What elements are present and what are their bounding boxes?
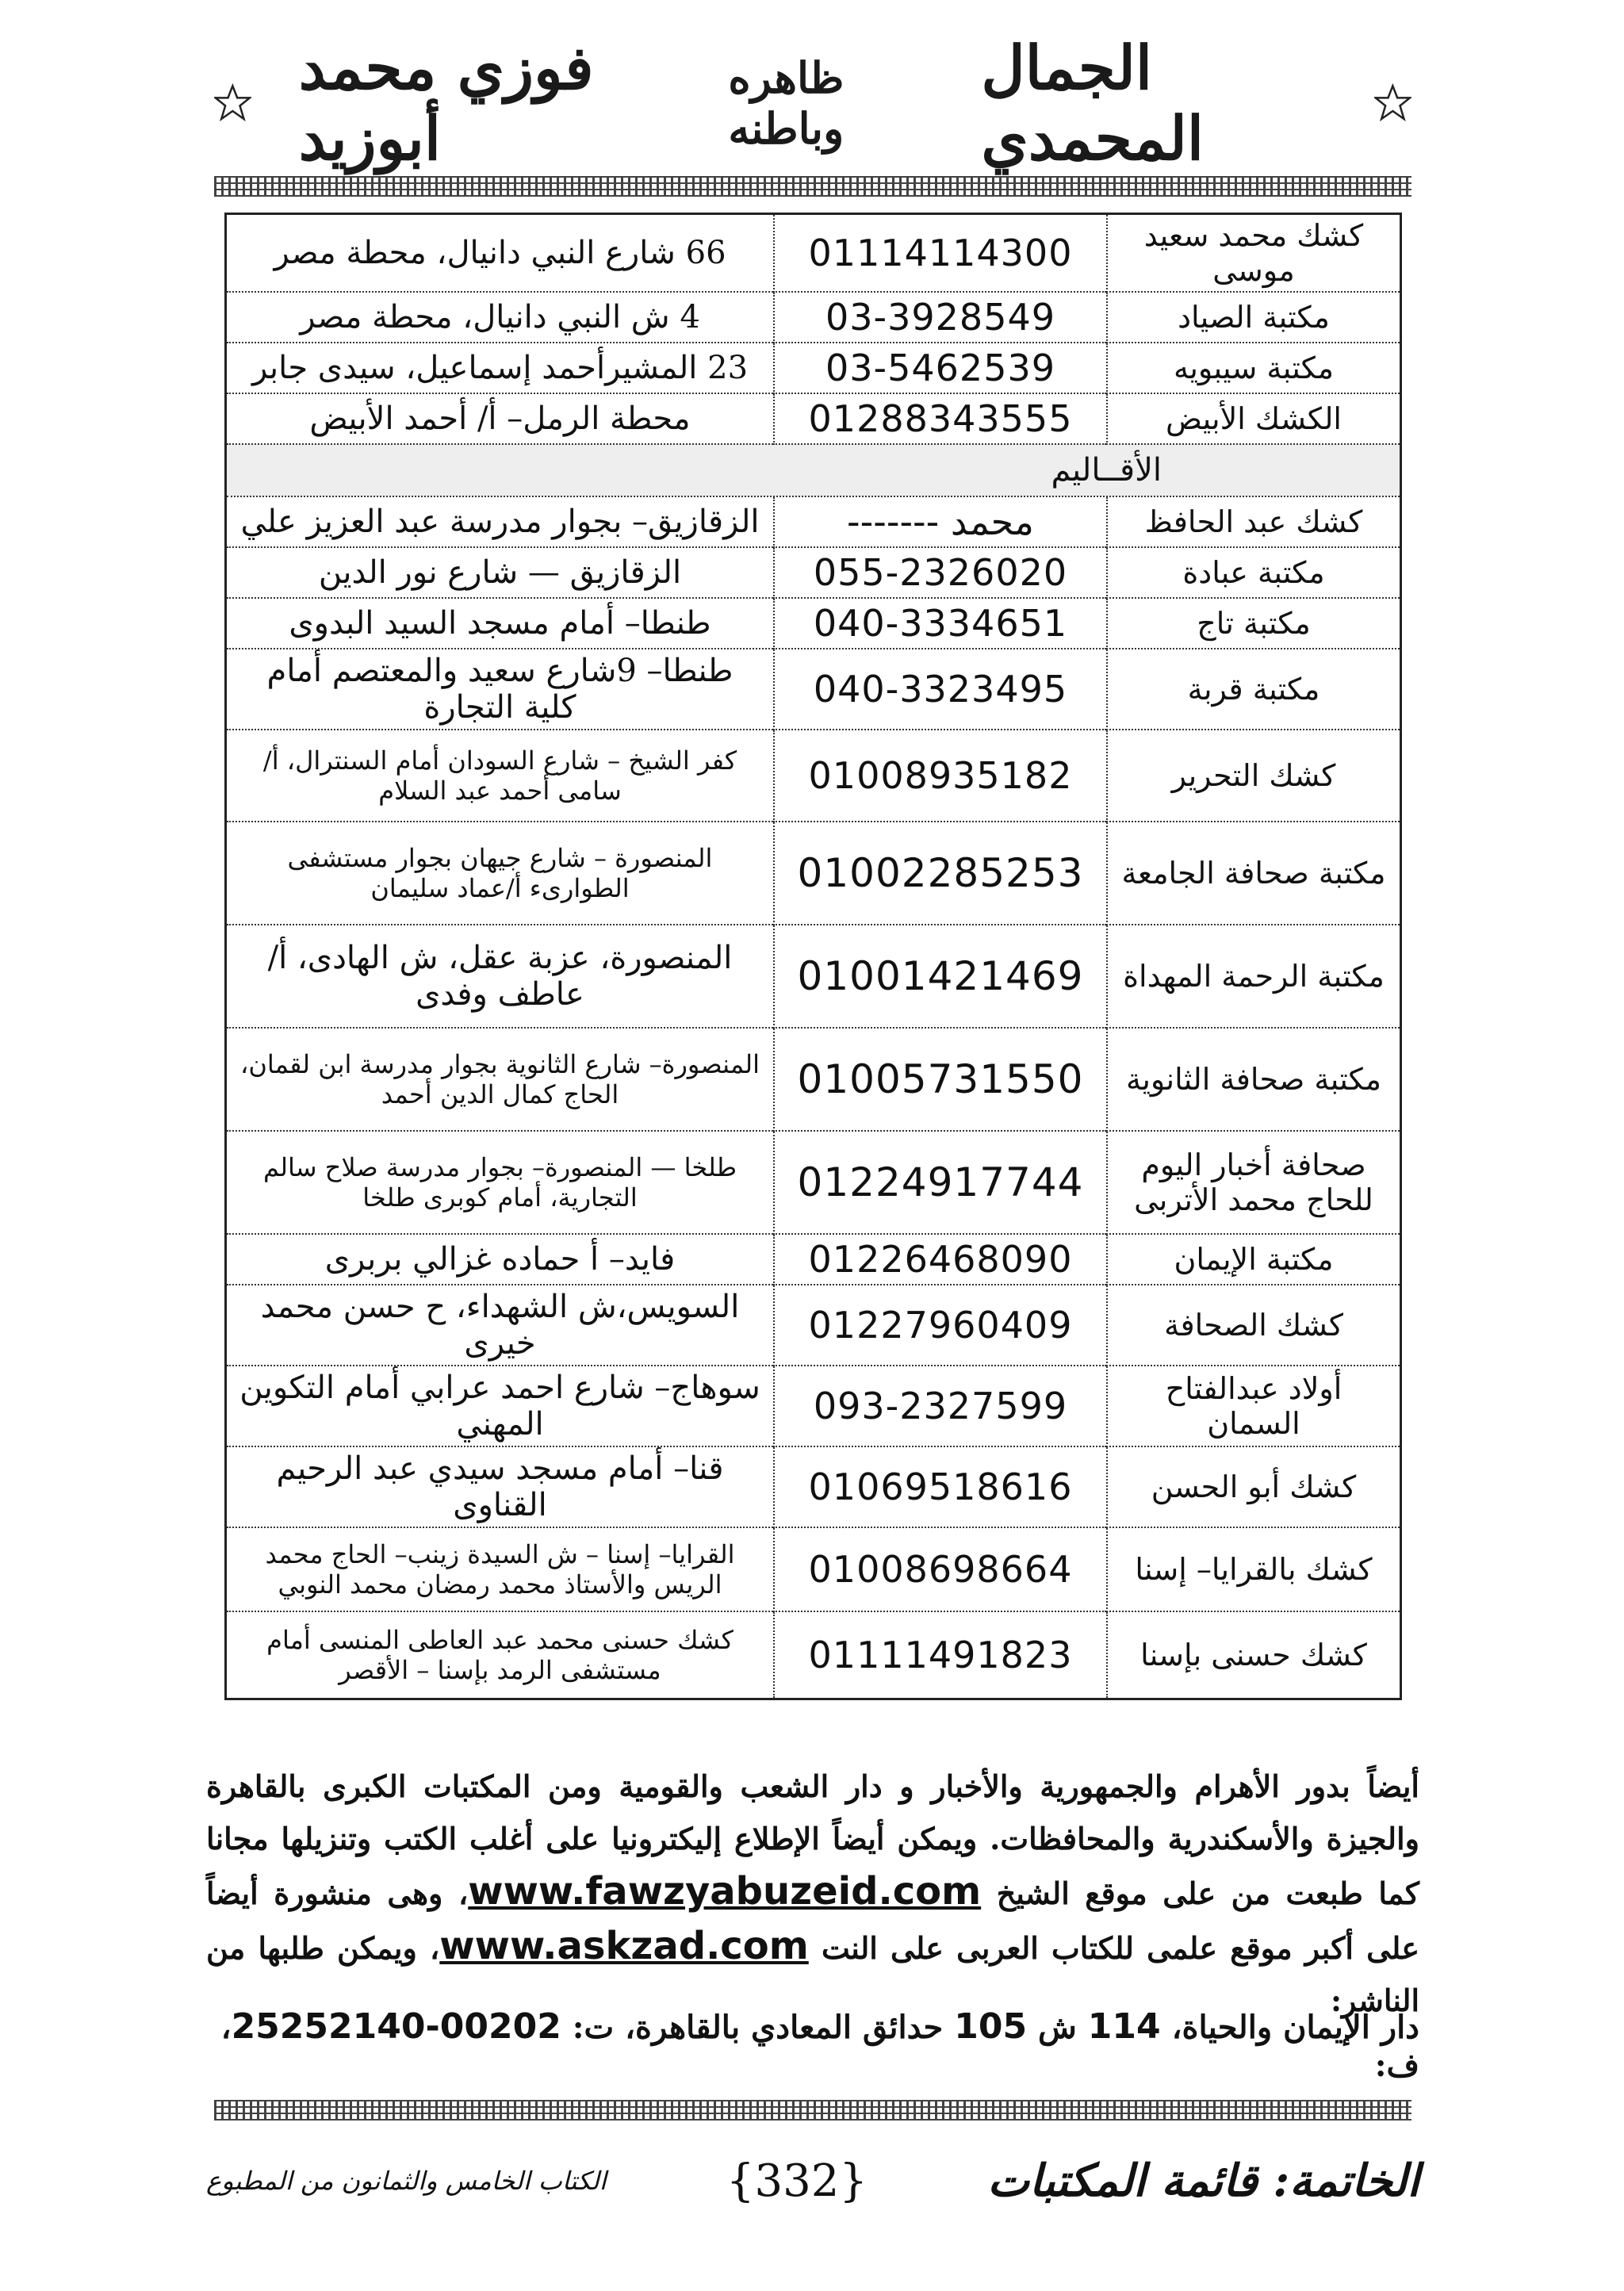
library-name: مكتبة صحافة الثانوية bbox=[1107, 1028, 1401, 1131]
addr-part: ، ف: bbox=[220, 2009, 1419, 2084]
library-address: الزقازيق — شارع نور الدين bbox=[226, 547, 775, 598]
page-footer bbox=[206, 2141, 1419, 2220]
library-address: سوهاج– شارع احمد عرابي أمام التكوين المهني bbox=[226, 1366, 775, 1446]
library-name: مكتبة قربة bbox=[1107, 649, 1401, 730]
table-row bbox=[226, 822, 1401, 925]
section-row bbox=[226, 444, 1401, 496]
table-row bbox=[226, 1028, 1401, 1131]
library-name: مكتبة تاج bbox=[1107, 598, 1401, 649]
library-address: قنا– أمام مسجد سيدي عبد الرحيم القناوى bbox=[226, 1446, 775, 1527]
library-phone: 03-3928549 bbox=[774, 292, 1107, 343]
link-askzad[interactable]: www.askzad.com bbox=[439, 1924, 809, 1968]
library-address: كشك حسنى محمد عبد العاطى المنسى أمام مستشفى الرمد بإسنا – الأقصر bbox=[226, 1611, 775, 1699]
edition-note: الكتاب الخامس والثمانون من المطبوع bbox=[206, 2166, 607, 2196]
library-address: السويس،ش الشهداء، ح حسن محمد خيرى bbox=[226, 1285, 775, 1366]
table-row bbox=[226, 730, 1401, 822]
library-address: كفر الشيخ – شارع السودان أمام السنترال، أ/سامى أحمد عبد السلام bbox=[226, 730, 775, 822]
publisher-phone: 00202-25252140 bbox=[231, 2006, 561, 2047]
library-name: الكشك الأبيض bbox=[1107, 393, 1401, 444]
library-name: كشك الصحافة bbox=[1107, 1285, 1401, 1366]
table-row bbox=[226, 292, 1401, 343]
library-name: كشك التحرير bbox=[1107, 730, 1401, 822]
table-row bbox=[226, 1234, 1401, 1285]
table-row bbox=[226, 649, 1401, 730]
library-phone: 01226468090 bbox=[774, 1234, 1107, 1285]
library-name: كشك بالقرايا– إسنا bbox=[1107, 1527, 1401, 1611]
table-row bbox=[226, 1611, 1401, 1699]
library-address: محطة الرمل– أ/ أحمد الأبيض bbox=[226, 393, 775, 444]
book-title: الجمال المحمدي bbox=[981, 33, 1204, 174]
library-address: طنطا– أمام مسجد السيد البدوى bbox=[226, 598, 775, 649]
library-address: المنصورة – شارع جيهان بجوار مستشفى الطوارىء أ/عماد سليمان bbox=[226, 822, 775, 925]
addr-part: ش bbox=[1038, 2009, 1077, 2046]
library-phone: 040-3323495 bbox=[774, 649, 1107, 730]
library-table bbox=[224, 213, 1402, 1700]
library-name: مكتبة الرحمة المهداة bbox=[1107, 925, 1401, 1028]
section-label: الأقــاليم bbox=[226, 444, 1401, 496]
library-phone: 01069518616 bbox=[774, 1446, 1107, 1527]
table-row bbox=[226, 214, 1401, 293]
library-name: كشك محمد سعيد موسى bbox=[1107, 214, 1401, 293]
library-address: القرايا– إسنا – ش السيدة زينب– الحاج محمد الريس والأستاذ محمد رمضان محمد النوبي bbox=[226, 1527, 775, 1611]
table-row bbox=[226, 496, 1401, 547]
library-name: صحافة أخبار اليوم للحاج محمد الأتربى bbox=[1107, 1131, 1401, 1234]
title-sub: ظاهره وباطنه bbox=[728, 52, 845, 154]
library-phone: 01224917744 bbox=[774, 1131, 1107, 1234]
table-row bbox=[226, 598, 1401, 649]
library-name: كشك حسنى بإسنا bbox=[1107, 1611, 1401, 1699]
library-name: مكتبة عبادة bbox=[1107, 547, 1401, 598]
table-row bbox=[226, 343, 1401, 393]
library-address: فايد– أ حماده غزالي بربرى bbox=[226, 1234, 775, 1285]
library-address: المنصورة– شارع الثانوية بجوار مدرسة ابن لقمان، الحاج كمال الدين أحمد bbox=[226, 1028, 775, 1131]
addr-number: 105 bbox=[954, 2006, 1028, 2047]
library-address: طلخا — المنصورة– بجوار مدرسة صلاح سالم التجارية، أمام كوبرى طلخا bbox=[226, 1131, 775, 1234]
library-phone: 03-5462539 bbox=[774, 343, 1107, 393]
library-name: كشك أبو الحسن bbox=[1107, 1446, 1401, 1527]
library-phone: 01005731550 bbox=[774, 1028, 1107, 1131]
page-header bbox=[214, 33, 1411, 174]
star-ornament-icon bbox=[1374, 81, 1411, 125]
library-phone: 01002285253 bbox=[774, 822, 1107, 925]
addr-part: دار الإيمان والحياة، bbox=[1171, 2009, 1419, 2046]
library-name: أولاد عبدالفتاح السمان bbox=[1107, 1366, 1401, 1446]
library-address: 66 شارع النبي دانيال، محطة مصر bbox=[226, 214, 775, 293]
distribution-paragraph bbox=[206, 1760, 1419, 2027]
author-name: فوزي محمد أبوزيد bbox=[298, 33, 594, 174]
library-phone: 01008698664 bbox=[774, 1527, 1107, 1611]
addr-part: حدائق المعادي بالقاهرة، ت: bbox=[572, 2009, 944, 2046]
table-row bbox=[226, 925, 1401, 1028]
footer-text-2: ، وهى منشورة أيضاً على أكبر موقع علمى للكتاب العربى على النت bbox=[206, 1875, 1419, 1966]
library-name: مكتبة الصياد bbox=[1107, 292, 1401, 343]
publisher-address bbox=[206, 2006, 1419, 2084]
page-number: {332} bbox=[726, 2155, 868, 2207]
library-phone: محمد ------- bbox=[774, 496, 1107, 547]
table-row bbox=[226, 1285, 1401, 1366]
library-address: الزقازيق– بجوار مدرسة عبد العزيز علي bbox=[226, 496, 775, 547]
table-row bbox=[226, 1131, 1401, 1234]
header-calligraphy bbox=[214, 33, 1411, 174]
library-name: مكتبة سيبويه bbox=[1107, 343, 1401, 393]
ornamental-border-top bbox=[214, 176, 1411, 197]
library-phone: 01008935182 bbox=[774, 730, 1107, 822]
table-row bbox=[226, 1446, 1401, 1527]
table-row bbox=[226, 547, 1401, 598]
star-ornament-icon bbox=[214, 81, 251, 125]
table-row bbox=[226, 1366, 1401, 1446]
footer-text-3: ، ويمكن طلبها من الناشر: bbox=[206, 1930, 1419, 2018]
library-phone: 01114114300 bbox=[774, 214, 1107, 293]
section-title: الخاتمة: قائمة المكتبات bbox=[987, 2155, 1419, 2207]
library-phone: 01001421469 bbox=[774, 925, 1107, 1028]
library-phone: 093-2327599 bbox=[774, 1366, 1107, 1446]
library-name: مكتبة صحافة الجامعة bbox=[1107, 822, 1401, 925]
addr-number: 114 bbox=[1087, 2006, 1161, 2047]
library-address: طنطا– 9شارع سعيد والمعتصم أمام كلية التجارة bbox=[226, 649, 775, 730]
library-address: 4 ش النبي دانيال، محطة مصر bbox=[226, 292, 775, 343]
library-phone: 01288343555 bbox=[774, 393, 1107, 444]
link-fawzyabuzeid[interactable]: www.fawzyabuzeid.com bbox=[468, 1869, 982, 1914]
ornamental-border-bottom bbox=[214, 2100, 1411, 2121]
footer-text-1: أيضاً بدور الأهرام والجمهورية والأخبار و دار الشعب والقومية ومن المكتبات الكبرى بالقاهرة والجيزة والأسكندرية والمحافظات. ويمكن أيضاً الإطلاع إليكترونيا على أغلب الكتب وتنزيلها مجانا كما طبعت من على موقع الشيخ bbox=[206, 1768, 1420, 1911]
library-phone: 01111491823 bbox=[774, 1611, 1107, 1699]
library-name: مكتبة الإيمان bbox=[1107, 1234, 1401, 1285]
library-name: كشك عبد الحافظ bbox=[1107, 496, 1401, 547]
library-phone: 055-2326020 bbox=[774, 547, 1107, 598]
table-row bbox=[226, 393, 1401, 444]
library-phone: 040-3334651 bbox=[774, 598, 1107, 649]
library-address: المنصورة، عزبة عقل، ش الهادى، أ/عاطف وفدى bbox=[226, 925, 775, 1028]
library-address: 23 المشيرأحمد إسماعيل، سيدى جابر bbox=[226, 343, 775, 393]
table-row bbox=[226, 1527, 1401, 1611]
library-phone: 01227960409 bbox=[774, 1285, 1107, 1366]
